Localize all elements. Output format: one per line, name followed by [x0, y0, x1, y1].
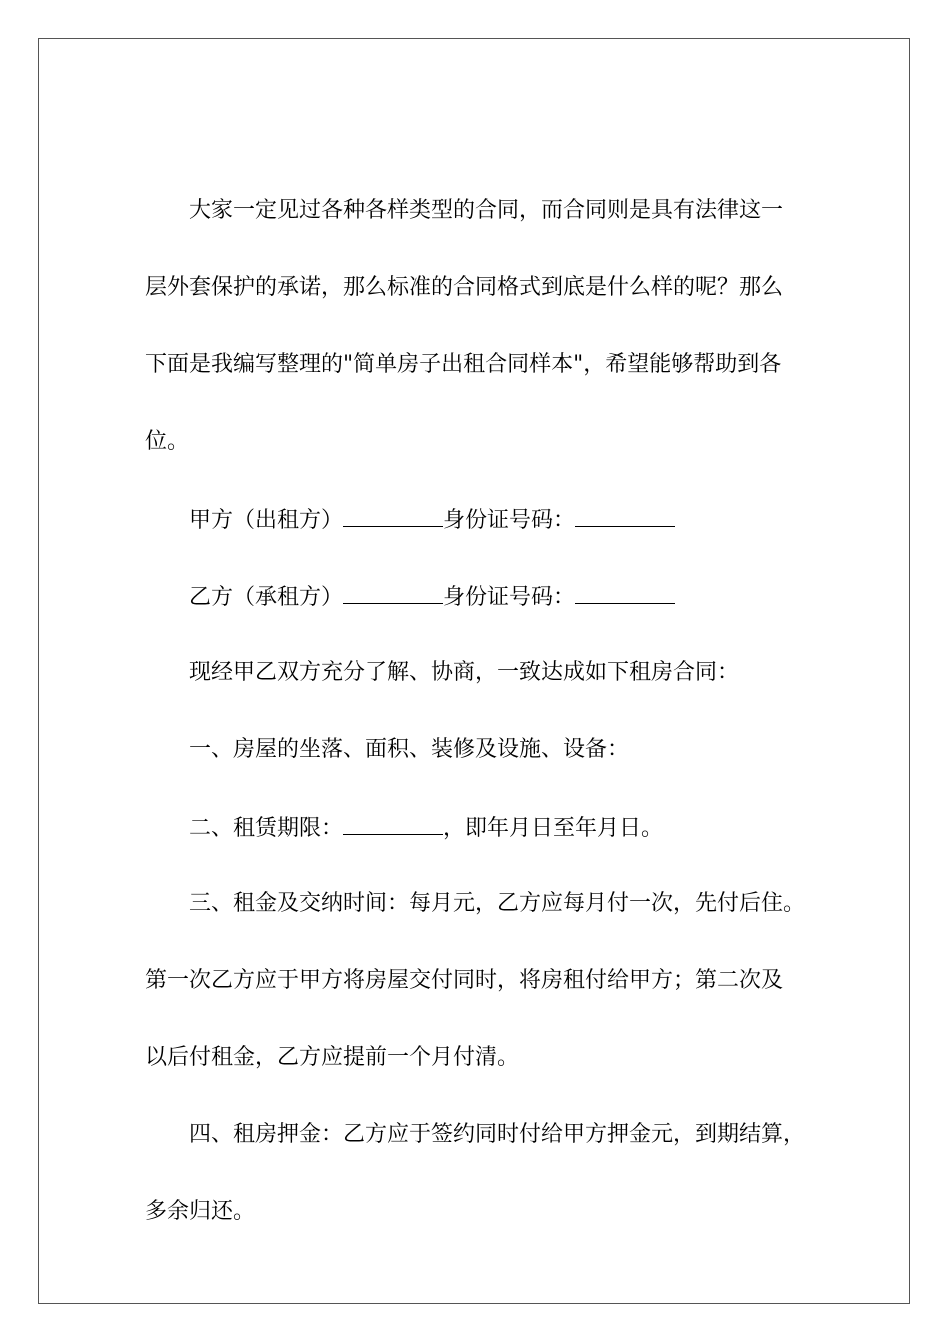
clause-3-line-3: 以后付租金，乙方应提前一个月付清。: [145, 1045, 520, 1070]
party-a-name-blank: [343, 506, 443, 527]
agreement-line: 现经甲乙双方充分了解、协商，一致达成如下租房合同：: [189, 660, 740, 685]
party-a-line: [145, 506, 810, 532]
clause-2-suffix: ，即年月日至年月日。: [443, 816, 664, 841]
party-a-id-blank: [575, 506, 675, 527]
party-b-id-label: 身份证号码：: [443, 585, 576, 610]
clause-3-line-1: 三、租金及交纳时间：每月元，乙方应每月付一次，先付后住。: [189, 891, 806, 916]
party-a-id-label: 身份证号码：: [443, 508, 576, 533]
party-b-label: 乙方（承租方）: [189, 585, 344, 610]
intro-line-3: 下面是我编写整理的"简单房子出租合同样本"，希望能够帮助到各: [145, 352, 782, 377]
intro-line-2: 层外套保护的承诺，那么标准的合同格式到底是什么样的呢？那么: [145, 275, 784, 300]
party-b-line: [145, 583, 810, 609]
intro-line-1: 大家一定见过各种各样类型的合同，而合同则是具有法律这一: [189, 198, 784, 223]
party-b-id-blank: [575, 583, 675, 604]
party-b-name-blank: [343, 583, 443, 604]
intro-line-4: 位。: [145, 429, 190, 454]
clause-2: [145, 814, 810, 840]
clause-4-line-2: 多余归还。: [145, 1199, 256, 1224]
document-body: [145, 198, 810, 1276]
clause-1: 一、房屋的坐落、面积、装修及设施、设备：: [189, 737, 630, 762]
clause-2-prefix: 二、租赁期限：: [189, 816, 344, 841]
clause-3-line-2: 第一次乙方应于甲方将房屋交付同时，将房租付给甲方；第二次及: [145, 968, 784, 993]
clause-4-line-1: 四、租房押金：乙方应于签约同时付给甲方押金元，到期结算，: [189, 1122, 806, 1147]
lease-term-blank: [343, 814, 443, 835]
party-a-label: 甲方（出租方）: [189, 508, 344, 533]
